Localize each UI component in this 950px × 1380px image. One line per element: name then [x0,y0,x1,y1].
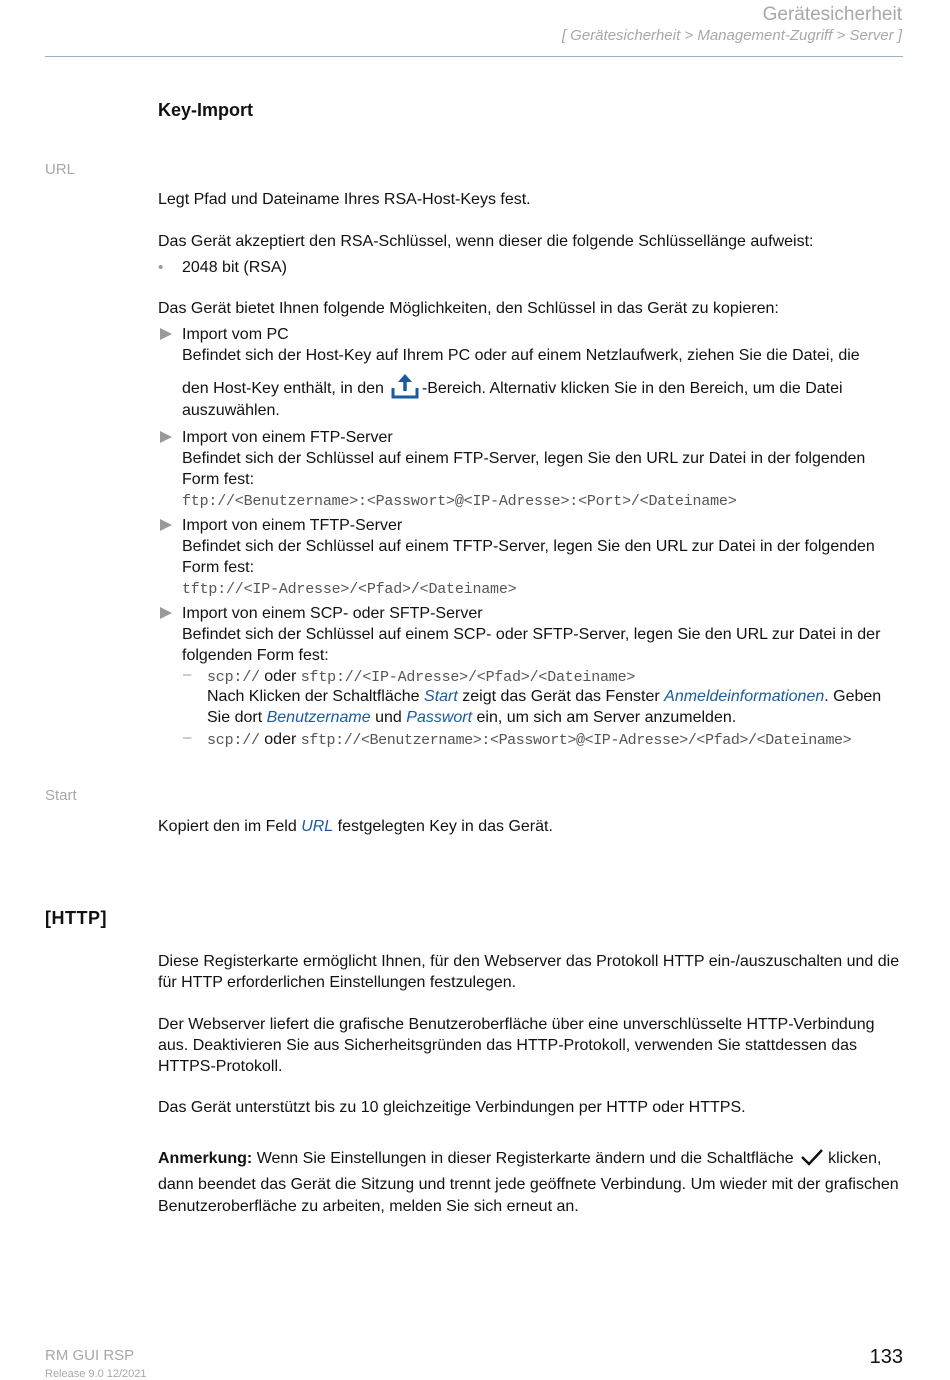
import-ftp-title: Import von einem FTP-Server [182,429,393,446]
key-length-intro: Das Gerät akzeptiert den RSA-Schlüssel, wenn dieser die folgende Schlüssellänge aufweist: [158,233,814,250]
http-tab-heading: [HTTP] [45,908,107,928]
scp-url-format-2 [207,729,903,751]
scp-prefix: scp:// [207,669,260,686]
http-intro: Diese Registerkarte ermöglicht Ihnen, für den Webserver das Protokoll HTTP ein-/auszuschalten und die für HTTP erforderlichen Einstellungen festzulegen. [158,953,900,991]
note-label: Anmerkung: [158,1150,253,1167]
import-pc-line3: auszuwählen. [182,402,280,419]
http-note [158,1147,903,1218]
import-scp-text: Befindet sich der Schlüssel auf einem SCP- oder SFTP-Server, legen Sie den URL zur Datei in der folgenden Form fest: [182,626,881,664]
start-description [158,816,903,837]
scp-prefix: scp:// [207,732,260,749]
credentials-window-ref: Anmeldeinformationen [664,688,825,705]
ftp-url-format: ftp://<Benutzername>:<Passwort>@<IP-Adresse>:<Port>/<Dateiname> [182,493,737,510]
note-text: ein, um sich am Server anzumelden. [476,709,737,726]
http-webserver-info: Der Webserver liefert die grafische Benutzeroberfläche über eine unverschlüsselte HTTP-Verbindung aus. Deaktivieren Sie aus Sicherheitsgründen das HTTP-Protokoll, verwenden Sie stattdessen das HTTPS-Protokoll. [158,1016,875,1075]
list-arrow-icon [160,431,172,443]
footer-doc-name: RM GUI RSP [45,1347,135,1364]
list-arrow-icon [160,328,172,340]
dash-marker: – [183,666,192,683]
import-pc-line1: Befindet sich der Host-Key auf Ihrem PC oder auf einem Netzlaufwerk, ziehen Sie die Datei, die [182,347,860,364]
sftp-url: sftp://<IP-Adresse>/<Pfad>/<Dateiname> [300,669,636,686]
start-field-label: Start [45,787,77,804]
import-options-intro: Das Gerät bietet Ihnen folgende Möglichkeiten, den Schlüssel in das Gerät zu kopieren: [158,300,779,317]
footer-release: Release 9.0 12/2021 [45,1368,147,1380]
import-pc-line2a: den Host-Key enthält, in den [182,380,384,397]
scp-credentials-note [207,686,903,728]
tftp-url-format: tftp://<IP-Adresse>/<Pfad>/<Dateiname> [182,581,517,598]
http-connections-info: Das Gerät unterstützt bis zu 10 gleichzeitige Verbindungen per HTTP oder HTTPS. [158,1099,746,1116]
import-tftp-text: Befindet sich der Schlüssel auf einem TFTP-Server, legen Sie den URL zur Datei in der folgenden Form fest: [182,538,875,576]
running-header-title: Gerätesicherheit [762,4,902,25]
checkmark-icon [800,1147,824,1174]
note-text: Nach Klicken der Schaltfläche [207,688,420,705]
import-tftp-title: Import von einem TFTP-Server [182,517,403,534]
key-length-item: 2048 bit (RSA) [182,259,287,276]
note-text: und [375,709,402,726]
start-button-ref: Start [424,688,458,705]
key-import-heading: Key-Import [158,100,254,120]
import-ftp-text: Befindet sich der Schlüssel auf einem FTP-Server, legen Sie den URL zur Datei in der folgenden Form fest: [182,450,866,488]
header-divider [45,56,903,57]
url-field-ref: URL [301,818,334,835]
import-pc-line2b: -Bereich. Alternativ klicken Sie in den Bereich, um die Datei [421,380,843,397]
note-text: klicken, dann beendet das Gerät die Sitzung und trennt jede geöffnete Verbindung. Um wieder mit der grafischen Benutzeroberfläche zu arbeiten, melden Sie sich erneut an. [158,1150,899,1215]
password-field-ref: Passwort [406,709,473,726]
breadcrumb: [ Gerätesicherheit > Management-Zugriff > Server ] [561,27,902,44]
list-arrow-icon [160,519,172,531]
username-field-ref: Benutzername [266,709,371,726]
note-text: zeigt das Gerät das Fenster [462,688,660,705]
url-field-label: URL [45,161,76,178]
page-number: 133 [869,1346,903,1368]
start-text: Kopiert den im Feld [158,818,297,835]
note-text: Wenn Sie Einstellungen in dieser Registerkarte ändern und die Schaltfläche [256,1150,794,1167]
import-pc-title: Import vom PC [182,326,289,343]
scp-url-format-1 [207,666,903,688]
url-description: Legt Pfad und Dateiname Ihres RSA-Host-Keys fest. [158,191,531,208]
sftp-url: sftp://<Benutzername>:<Passwort>@<IP-Adresse>/<Pfad>/<Dateiname> [300,732,852,749]
start-text: festgelegten Key in das Gerät. [337,818,553,835]
import-scp-title: Import von einem SCP- oder SFTP-Server [182,605,483,622]
oder-text: oder [264,731,297,748]
note-text: . Geben Sie dort [207,688,882,726]
dash-marker: – [183,729,192,746]
bullet-dot: • [158,259,164,276]
oder-text: oder [264,668,297,685]
list-arrow-icon [160,607,172,619]
